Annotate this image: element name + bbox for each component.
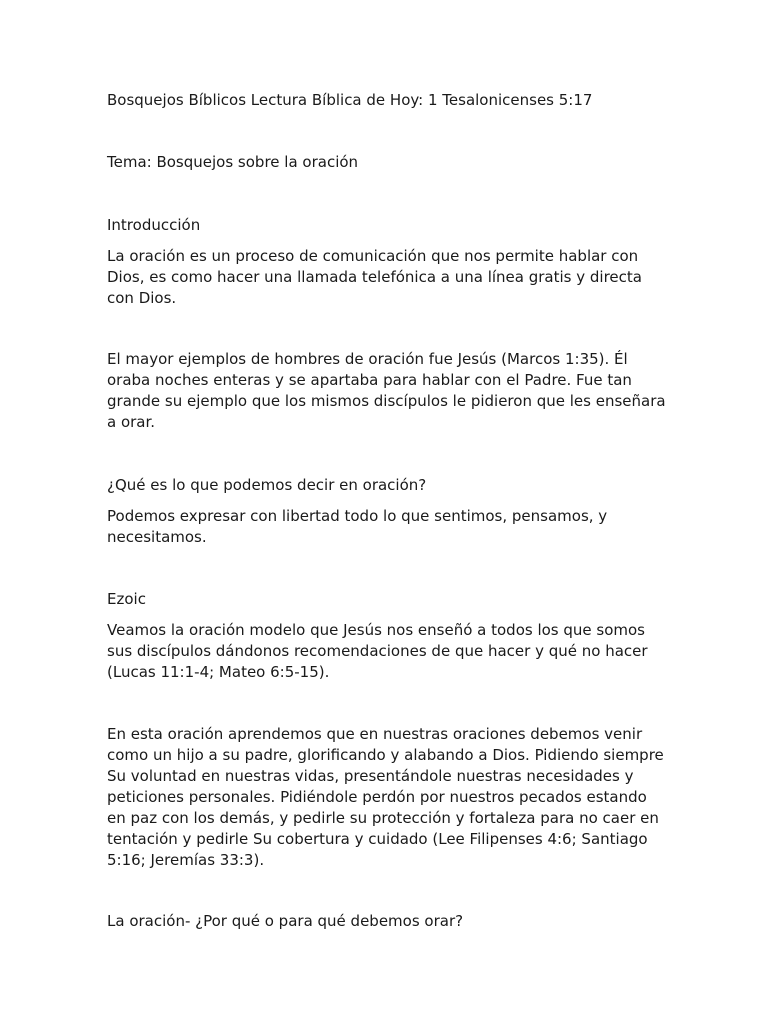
why-heading: La oración- ¿Por qué o para qué debemos orar? <box>107 912 464 930</box>
theme-line: Tema: Bosquejos sobre la oración <box>107 153 359 171</box>
intro-heading: Introducción <box>107 216 201 234</box>
ezoic-label: Ezoic <box>107 590 146 608</box>
document-title: Bosquejos Bíblicos Lectura Bíblica de Hoy: 1 Tesalonicenses 5:17 <box>107 91 593 109</box>
question-paragraph: Podemos expresar con libertad todo lo que sentimos, pensamos, y necesitamos. <box>107 507 608 546</box>
learn-paragraph: En esta oración aprendemos que en nuestras oraciones debemos venir como un hijo a su padre, glorificando y alabando a Dios. Pidiendo siempre Su voluntad en nuestras vidas, presentándole nuestras necesidades y peticiones personales. Pidiéndole perdón por nuestros pecados estando en paz con los demás, y pedirle su protección y fortaleza para no caer en tentación y pedirle Su cobertura y cuidado (Lee Filipenses 4:6; Santiago 5:16; Jeremías 33:3). <box>107 725 664 869</box>
intro-paragraph: La oración es un proceso de comunicación que nos permite hablar con Dios, es como hacer una llamada telefónica a una línea gratis y directa con Dios. <box>107 247 642 307</box>
jesus-paragraph: El mayor ejemplos de hombres de oración fue Jesús (Marcos 1:35). Él oraba noches enteras y se apartaba para hablar con el Padre. Fue tan grande su ejemplo que los mismos discípulos le pidieron que les enseñara a orar. <box>107 350 666 431</box>
model-prayer-paragraph: Veamos la oración modelo que Jesús nos enseñó a todos los que somos sus discípulos dándonos recomendaciones de que hacer y qué no hacer (Lucas 11:1-4; Mateo 6:5-15). <box>107 621 648 681</box>
question-heading: ¿Qué es lo que podemos decir en oración? <box>107 476 427 494</box>
